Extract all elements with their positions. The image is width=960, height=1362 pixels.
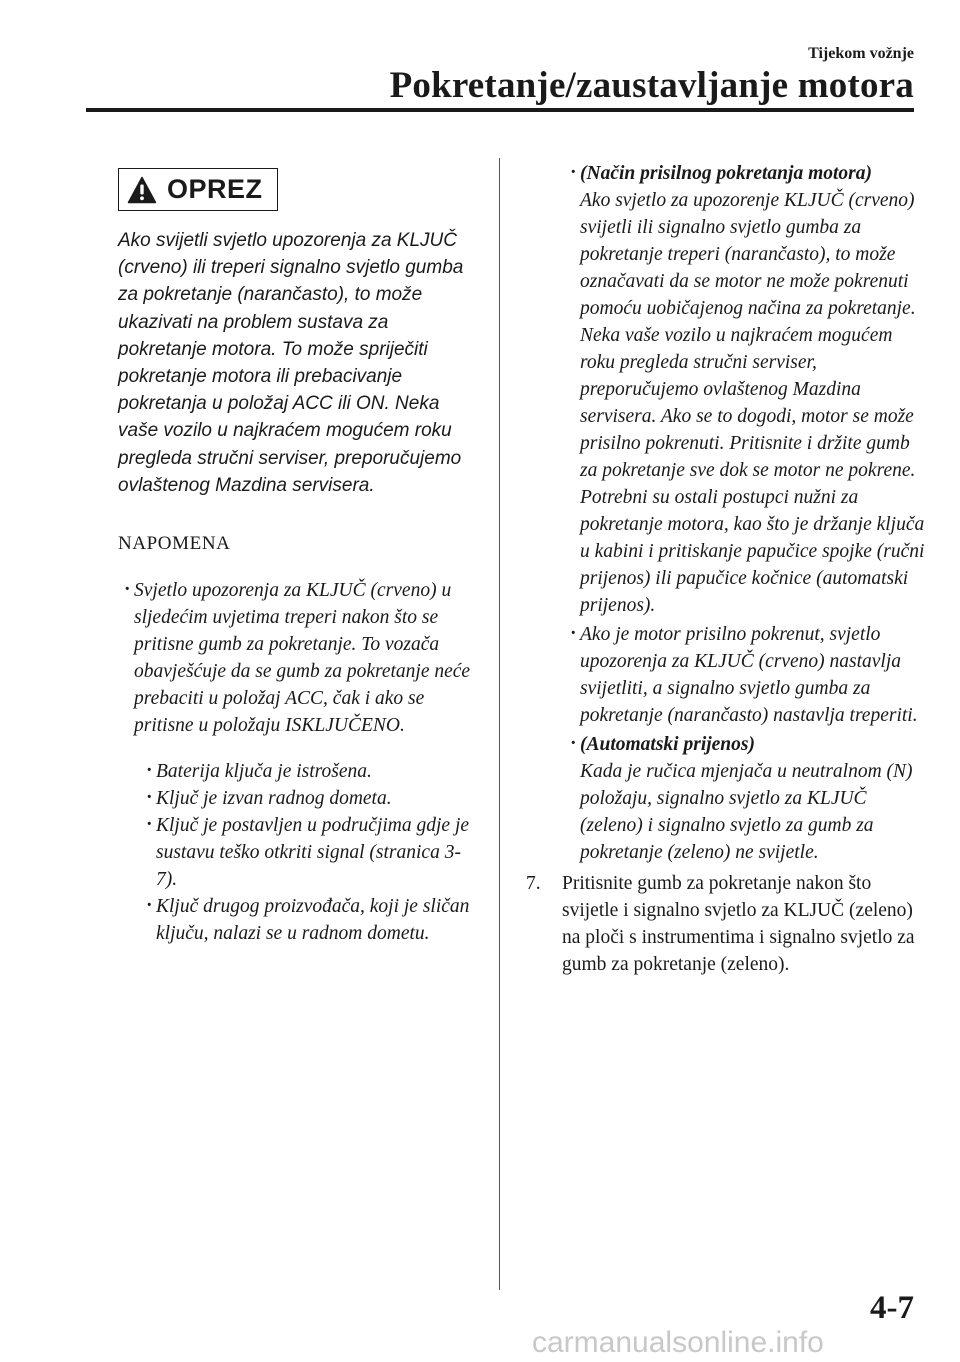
forced-start-result-item — [580, 621, 930, 729]
caution-box — [118, 168, 278, 211]
note-bullet: · Svjetlo upozorenja za KLJUČ (crveno) u sljedećim uvjetima treperi nakon što se pritisne gumb za pokretanje. To vozača obavješćuje da se gumb za pokretanje neće prebaciti u položaj ACC, čak i ako se pritisne u položaju ISKLJUČENO. — [134, 577, 480, 739]
list-item: · Baterija ključa je istrošena. — [156, 758, 480, 785]
left-column — [118, 168, 480, 947]
list-item-text: Kada je ručica mjenjača u neutralnom (N) položaju, signalno svjetlo za KLJUČ (zeleno) i signalno svjetlo za gumb za pokretanje (zeleno) ne svijetle. — [580, 761, 913, 863]
list-item-text: · Ako je motor prisilno pokrenut, svjetlo upozorenja za KLJUČ (crveno) nastavlja svijetliti, a signalno svjetlo gumba za pokretanje (narančasto) nastavlja treperiti. — [580, 624, 918, 726]
automatic-transmission-item — [580, 731, 930, 866]
list-item: · Ključ je izvan radnog dometa. — [156, 785, 480, 812]
forced-start-item — [580, 160, 930, 619]
right-column — [526, 160, 930, 978]
list-item-text: Ako svjetlo za upozorenje KLJUČ (crveno) svijetli ili signalno svjetlo gumba za pokretanje treperi (narančasto), to može označavati da se motor ne može pokrenuti pomoću uobičajenog načina za pokretanje. Neka vaše vozilo u najkraćem mogućem roku pregleda stručni serviser, preporučujemo ovlaštenog Mazdina servisera. Ako se to dogodi, motor se može prisilno pokrenuti. Pritisnite i držite gumb za pokretanje sve dok se motor ne pokrene. Potrebni su ostali postupci nužni za pokretanje motora, kao što je držanje ključa u kabini i pritiskanje papučice spojke (ručni prijenos) ili papučice kočnice (automatski prijenos). — [580, 190, 925, 616]
running-header-section: Tijekom vožnje — [808, 45, 914, 62]
step-text: Pritisnite gumb za pokretanje nakon što svijetle i signalno svjetlo za KLJUČ (zeleno) na ploči s instrumentima i signalno svjetlo za gumb za pokretanje (zeleno). — [562, 873, 915, 975]
list-item-heading: · (Način prisilnog pokretanja motora) — [580, 163, 872, 184]
header-rule — [86, 108, 914, 112]
step-7 — [526, 870, 930, 978]
warning-triangle-icon — [127, 176, 157, 204]
list-item-heading: · (Automatski prijenos) — [580, 734, 755, 755]
page-number: 4-7 — [870, 1290, 914, 1326]
step-number: 7. — [526, 873, 541, 894]
running-header-title: Pokretanje/zaustavljanje motora — [389, 65, 914, 106]
caution-label: OPREZ — [167, 174, 263, 204]
watermark: carmanualsonline.info — [532, 1326, 824, 1359]
list-item: · Ključ drugog proizvođača, koji je sličan ključu, nalazi se u radnom dometu. — [156, 893, 480, 947]
column-divider — [499, 158, 500, 1290]
list-item: · Ključ je postavljen u područjima gdje je sustavu teško otkriti signal (stranica 3-7). — [156, 812, 480, 893]
note-sub-list — [156, 758, 480, 947]
note-heading: NAPOMENA — [118, 533, 231, 555]
caution-text: Ako svijetli svjetlo upozorenja za KLJUČ (crveno) ili treperi signalno svjetlo gumba za pokretanje (narančasto), to može ukazivati na problem sustava za pokretanje motora. To može spriječiti pokretanje motora ili prebacivanje pokretanja u položaj ACC ili ON. Neka vaše vozilo u najkraćem mogućem roku pregleda stručni serviser, preporučujemo ovlaštenog Mazdina servisera. — [118, 230, 464, 496]
